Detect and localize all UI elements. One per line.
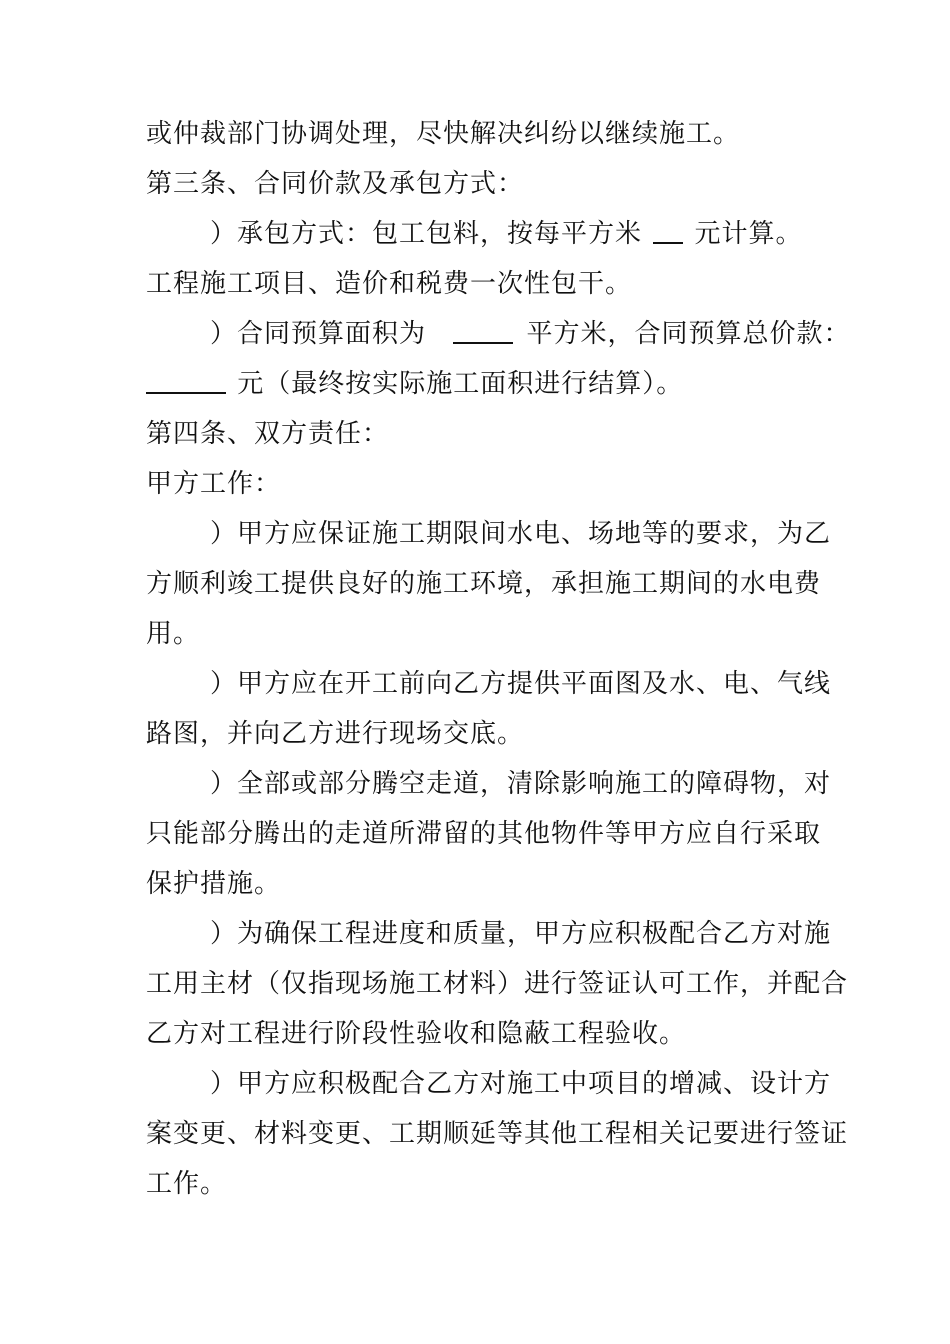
paragraph-line: 或仲裁部门协调处理，尽快解决纠纷以继续施工。 [146, 119, 741, 149]
budget-area-line [210, 317, 851, 351]
paragraph-line: 路图，并向乙方进行现场交底。 [146, 719, 525, 749]
contract-method-text: ）承包方式：包工包料，按每平方米 [210, 219, 643, 249]
paragraph-line: 工程施工项目、造价和税费一次性包干。 [146, 269, 633, 299]
price-per-sqm-blank [653, 218, 683, 244]
article-4-heading: 第四条、双方责任： [146, 419, 390, 449]
paragraph-line: 保护措施。 [146, 869, 282, 899]
paragraph-line: 用。 [146, 619, 201, 649]
budget-area-unit: 平方米，合同预算总价款： [526, 319, 851, 349]
paragraph-line: 方顺利竣工提供良好的施工环境，承担施工期间的水电费 [146, 569, 822, 599]
contract-method-unit: 元计算。 [694, 219, 803, 249]
budget-area-text: ）合同预算面积为 [210, 319, 427, 349]
budget-total-line [146, 367, 683, 401]
contract-method-line [210, 217, 803, 251]
area-blank [453, 318, 513, 344]
paragraph-line: 案变更、材料变更、工期顺延等其他工程相关记要进行签证 [146, 1119, 849, 1149]
paragraph-line: 只能部分腾出的走道所滞留的其他物件等甲方应自行采取 [146, 819, 822, 849]
paragraph-line: 工用主材（仅指现场施工材料）进行签证认可工作，并配合 [146, 969, 849, 999]
total-price-blank [146, 368, 226, 394]
paragraph-line: ）甲方应保证施工期限间水电、场地等的要求，为乙 [210, 519, 832, 549]
party-a-heading: 甲方工作： [146, 469, 282, 499]
paragraph-line: ）为确保工程进度和质量，甲方应积极配合乙方对施 [210, 919, 832, 949]
budget-total-text: 元（最终按实际施工面积进行结算）。 [237, 369, 684, 399]
article-3-heading: 第三条、合同价款及承包方式： [146, 169, 525, 199]
paragraph-line: 乙方对工程进行阶段性验收和隐蔽工程验收。 [146, 1019, 687, 1049]
paragraph-line: ）甲方应积极配合乙方对施工中项目的增减、设计方 [210, 1069, 832, 1099]
paragraph-line: ）甲方应在开工前向乙方提供平面图及水、电、气线 [210, 669, 832, 699]
paragraph-line: 工作。 [146, 1169, 228, 1199]
paragraph-line: ）全部或部分腾空走道，清除影响施工的障碍物，对 [210, 769, 832, 799]
